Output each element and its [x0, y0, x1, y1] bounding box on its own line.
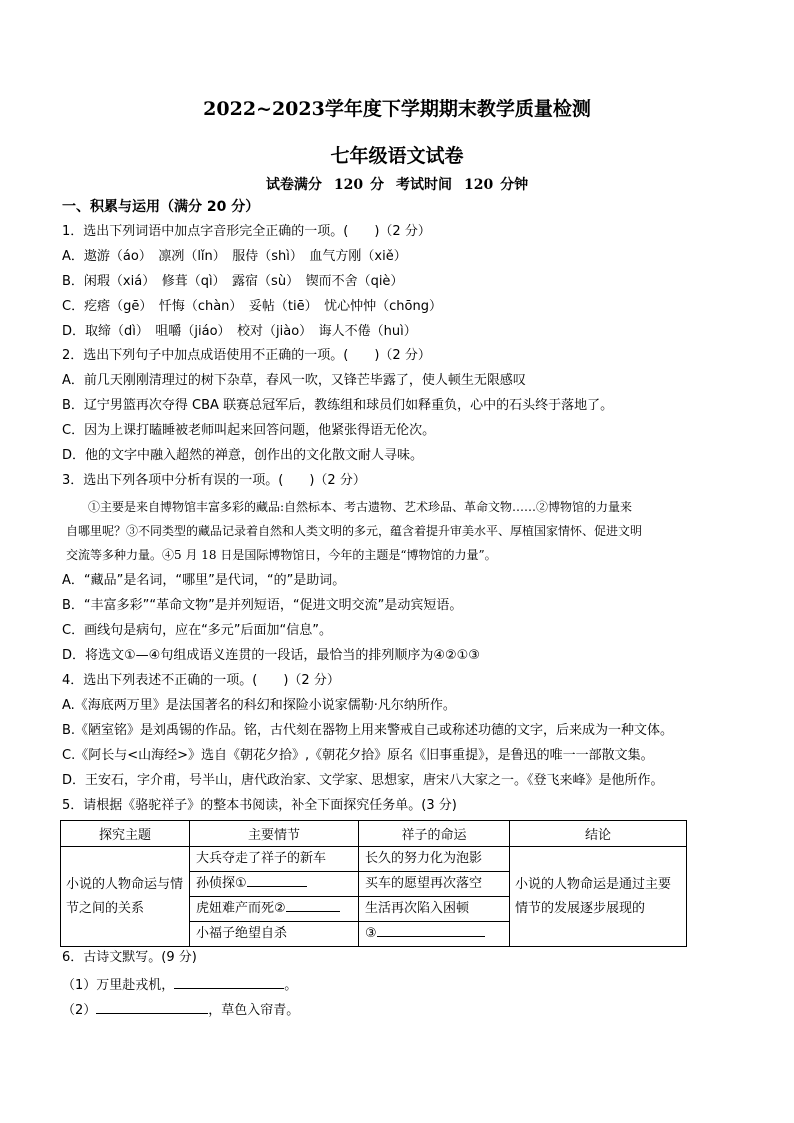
q4-option-a: A.《海底两万里》是法国著名的科幻和探险小说家儒勒·凡尔纳所作。: [62, 698, 456, 713]
q4-option-d: D．王安石，字介甫，号半山，唐代政治家、文学家、思想家，唐宋八大家之一。《登飞来峰》是他所作。: [62, 773, 664, 788]
q3-option-c: C．画线句是病句，应在“多元”后面加“信息”。: [62, 623, 333, 638]
q3-option-d: D．将选文①—④句组成语义连贯的一段话，最恰当的排列顺序为④②①③: [62, 648, 480, 663]
q1-option-a: A．遨游（áo） 凛冽（lǐn） 服侍（shì） 血气方刚（xiě）: [62, 249, 407, 264]
answer-blank-1[interactable]: [247, 872, 307, 887]
q2-option-a: A．前几天刚刚清理过的树下杂草，春风一吹，又锋芒毕露了，使人顿生无限感叹: [62, 373, 526, 388]
q2-option-b: B．辽宁男篮再次夺得 CBA 联赛总冠军后，教练组和球员们如释重负，心中的石头终于落地了。: [62, 398, 614, 413]
conclusion-cell: 小说的人物命运是通过主要情节的发展逐步展现的: [510, 847, 687, 947]
score-label: 试卷满分: [265, 177, 322, 193]
theme-cell: 小说的人物命运与情节之间的关系: [61, 847, 190, 947]
exam-meta: [0, 174, 794, 194]
score-value: 120 分: [333, 177, 384, 193]
passage-line: 交流等多种力量。④5 月 18 日是国际博物馆日，今年的主题是“博物馆的力量”。: [66, 548, 497, 562]
fate-item: 买车的愿望再次落空: [359, 872, 509, 897]
q2-option-c: C．因为上课打瞌睡被老师叫起来回答问题，他紧张得语无伦次。: [62, 423, 436, 438]
exam-subtitle: 七年级语文试卷: [330, 145, 464, 167]
passage-line: ①主要是来自博物馆丰富多彩的藏品:自然标本、考古遗物、艺术珍品、革命文物……②博物馆的力量来: [88, 500, 633, 514]
header-conclusion: 结论: [510, 821, 687, 847]
q6-stem: 6．古诗文默写。(9 分): [62, 950, 197, 965]
q2-option-d: D．他的文字中融入超然的禅意，创作出的文化散文耐人寻味。: [62, 448, 424, 463]
header-theme: 探究主题: [61, 821, 190, 847]
poem-prompt-1: （1）万里赴戎机，: [62, 978, 175, 993]
answer-blank-2[interactable]: [286, 897, 340, 912]
q2-stem: 2．选出下列句子中加点成语使用不正确的一项。( )（2 分）: [62, 348, 431, 363]
header-fate: 祥子的命运: [359, 821, 510, 847]
q1-option-d: D．取缔（dì） 咀嚼（jiáo） 校对（jiào） 诲人不倦（huì）: [62, 324, 417, 339]
header-plot: 主要情节: [190, 821, 359, 847]
plot-cell: [190, 847, 359, 947]
fate-cell: [359, 847, 510, 947]
task-table: [60, 820, 687, 947]
fate-item: 生活再次陷入困顿: [359, 897, 509, 922]
q4-option-b: B.《陋室铭》是刘禹锡的作品。铭，古代刻在器物上用来警戒自己或称述功德的文字，后来成为一种文体。: [62, 723, 674, 738]
answer-blank-3[interactable]: [377, 922, 485, 937]
section-heading: 一、积累与运用（满分 20 分）: [62, 199, 260, 215]
exam-title: 2022~2023学年度下学期期末教学质量检测: [203, 98, 591, 120]
passage-line: 自哪里呢？③不同类型的藏品记录着自然和人类文明的多元，蕴含着提升审美水平、厚植国家情怀、促进文明: [66, 524, 643, 538]
time-label: 考试时间: [396, 177, 452, 193]
answer-blank-poem-1[interactable]: [174, 974, 284, 989]
q1-option-c: C．疙瘩（gē） 忏悔（chàn） 妥帖（tiē） 忧心忡忡（chōng）: [62, 299, 442, 314]
plot-item: 大兵夺走了祥子的新车: [190, 847, 358, 872]
poem-text-2: ，草色入帘青。: [208, 1003, 300, 1018]
q4-option-c: C.《阿长与<山海经>》选自《朝花夕拾》,《朝花夕拾》原名《旧事重提》，是鲁迅的唯一一部散文集。: [62, 748, 654, 763]
fate-item: 长久的努力化为泡影: [359, 847, 509, 872]
q3-option-b: B．“丰富多彩”“革命文物”是并列短语，“促进文明交流”是动宾短语。: [62, 598, 463, 613]
poem-punct-1: 。: [284, 978, 298, 993]
table-row: [61, 847, 687, 947]
time-value: 120 分钟: [464, 177, 529, 193]
q3-stem: 3．选出下列各项中分析有误的一项。( )（2 分）: [62, 473, 366, 488]
q4-stem: 4．选出下列表述不正确的一项。( )（2 分）: [62, 673, 340, 688]
poem-prompt-2: （2）: [62, 1003, 97, 1018]
q5-stem: 5．请根据《骆驼祥子》的整本书阅读，补全下面探究任务单。(3 分): [62, 798, 457, 813]
plot-item-with-blank: 虎妞难产而死②: [190, 897, 358, 922]
q6-line-2: [62, 999, 299, 1021]
plot-item-with-blank: 孙侦探①: [190, 872, 358, 897]
q3-option-a: A．“藏品”是名词，“哪里”是代词，“的”是助词。: [62, 573, 346, 588]
q1-stem: 1．选出下列词语中加点字音形完全正确的一项。( )（2 分）: [62, 224, 431, 239]
q6-line-1: [62, 974, 297, 996]
q1-option-b: B．闲瑕（xiá） 修葺（qì） 露宿（sù） 锲而不舍（qiè）: [62, 274, 404, 289]
answer-blank-poem-2[interactable]: [96, 999, 208, 1014]
plot-item: 小福子绝望自杀: [196, 926, 288, 941]
fate-item-with-blank: ③: [359, 922, 509, 946]
table-header-row: [61, 821, 687, 847]
q3-passage: [66, 495, 734, 567]
